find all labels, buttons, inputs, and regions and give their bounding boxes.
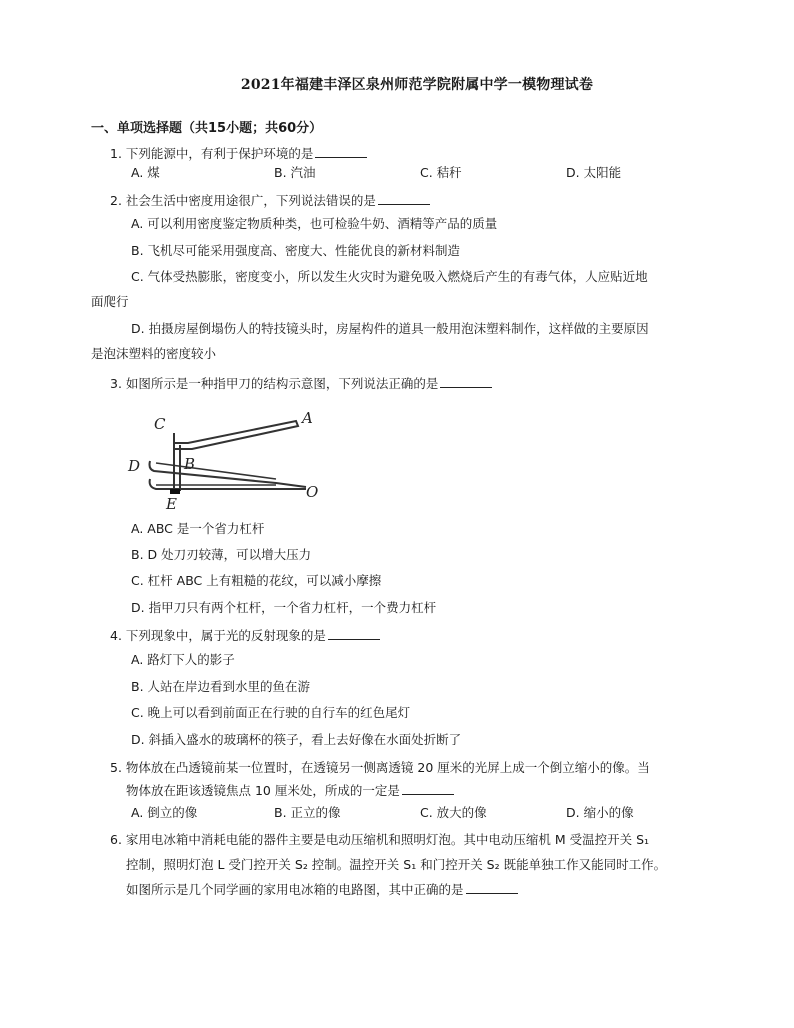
label-d: D bbox=[128, 457, 141, 475]
q1-option-a: A. 煤 bbox=[131, 165, 160, 180]
q4-option-b: B. 人站在岸边看到水里的鱼在游 bbox=[131, 679, 311, 694]
q1-option-d: D. 太阳能 bbox=[566, 165, 622, 180]
answer-blank bbox=[378, 192, 430, 205]
q6-line3: 如图所示是几个同学画的家用电冰箱的电路图，其中正确的是 bbox=[126, 881, 518, 898]
q3-stem: 3. 如图所示是一种指甲刀的结构示意图，下列说法正确的是 bbox=[110, 375, 492, 392]
q6-line2: 控制，照明灯泡 L 受门控开关 S₂ 控制。温控开关 S₁ 和门控开关 S₂ 既能单独工作又能同时工作。 bbox=[126, 857, 667, 872]
q2-option-b: B. 飞机尽可能采用强度高、密度大、性能优良的新材料制造 bbox=[131, 243, 461, 258]
q2-stem: 2. 社会生活中密度用途很广，下列说法错误的是 bbox=[110, 192, 430, 209]
answer-blank bbox=[328, 627, 380, 640]
answer-blank bbox=[315, 145, 367, 158]
answer-blank bbox=[440, 375, 492, 388]
exam-title: 2021年福建丰泽区泉州师范学院附属中学一模物理试卷 bbox=[240, 77, 594, 93]
q5-stem-line1: 5. 物体放在凸透镜前某一位置时，在透镜另一侧离透镜 20 厘米的光屏上成一个倒立缩小的像。当 bbox=[110, 760, 650, 775]
q1-stem: 1. 下列能源中，有利于保护环境的是 bbox=[110, 145, 367, 162]
q4-option-a: A. 路灯下人的影子 bbox=[131, 652, 235, 667]
q2-option-c-line1: C. 气体受热膨胀，密度变小，所以发生火灾时为避免吸入燃烧后产生的有毒气体，人应贴近地 bbox=[131, 269, 648, 284]
q4-stem: 4. 下列现象中，属于光的反射现象的是 bbox=[110, 627, 380, 644]
q5-option-d: D. 缩小的像 bbox=[566, 805, 634, 820]
q2-option-d-line2: 是泡沫塑料的密度较小 bbox=[91, 346, 217, 361]
label-e: E bbox=[166, 495, 177, 510]
q2-option-a: A. 可以利用密度鉴定物质种类，也可检验牛奶、酒精等产品的质量 bbox=[131, 216, 498, 231]
label-c: C bbox=[154, 415, 166, 433]
q3-option-a: A. ABC 是一个省力杠杆 bbox=[131, 521, 265, 536]
q5-stem-line2: 物体放在距该透镜焦点 10 厘米处，所成的一定是 bbox=[126, 782, 454, 799]
q3-option-b: B. D 处刀刃较薄，可以增大压力 bbox=[131, 547, 312, 562]
answer-blank bbox=[402, 782, 454, 795]
q2-option-d-line1: D. 拍摄房屋倒塌伤人的特技镜头时，房屋构件的道具一般用泡沫塑料制作，这样做的主要原因 bbox=[131, 321, 649, 336]
q5-option-b: B. 正立的像 bbox=[274, 805, 341, 820]
section-heading: 一、单项选择题（共15小题；共60分） bbox=[91, 121, 323, 136]
q1-option-c: C. 秸秆 bbox=[420, 165, 462, 180]
q1-option-b: B. 汽油 bbox=[274, 165, 316, 180]
q3-option-c: C. 杠杆 ABC 上有粗糙的花纹，可以减小摩擦 bbox=[131, 573, 382, 588]
q6-line1: 6. 家用电冰箱中消耗电能的器件主要是电动压缩机和照明灯泡。其中电动压缩机 M 受温控开关 S₁ bbox=[110, 832, 650, 847]
label-a: A bbox=[302, 409, 313, 427]
label-o: O bbox=[306, 483, 319, 501]
answer-blank bbox=[466, 881, 518, 894]
q4-option-d: D. 斜插入盛水的玻璃杯的筷子，看上去好像在水面处折断了 bbox=[131, 732, 462, 747]
label-b: B bbox=[184, 455, 196, 473]
q5-option-a: A. 倒立的像 bbox=[131, 805, 198, 820]
upper-lever-arm bbox=[174, 421, 298, 449]
nail-clipper-diagram bbox=[126, 405, 326, 510]
q3-option-d: D. 指甲刀只有两个杠杆，一个省力杠杆，一个费力杠杆 bbox=[131, 600, 437, 615]
q4-option-c: C. 晚上可以看到前面正在行驶的自行车的红色尾灯 bbox=[131, 705, 411, 720]
base-block bbox=[170, 489, 180, 494]
q5-option-c: C. 放大的像 bbox=[420, 805, 487, 820]
q2-option-c-line2: 面爬行 bbox=[91, 294, 129, 309]
